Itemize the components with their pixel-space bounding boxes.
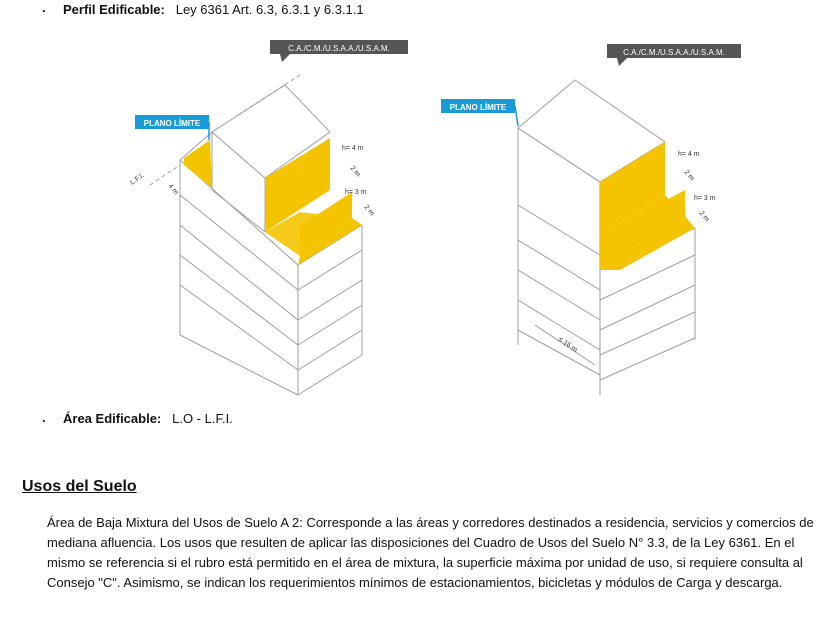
usos-paragraph: Área de Baja Mixtura del Usos de Suelo A 2: Corresponde a las áreas y corredores destinados a residencia, servicios y comercios de mediana afluencia. Los usos que resulten de aplicar las disposiciones del Cuadro de Usos del Suelo N° 3.3, de la Ley 6361. En el mismo se referencia si el rubro está permitido en el área de mixtura, la superficie máxima por unidad de uso, si requiere consulta al Consejo "C". Asimismo, se indican los requerimientos mínimos de estacionamientos, bicicletas y módulos de Carga y descarga. <box>47 515 814 590</box>
floor-line <box>298 355 362 395</box>
usage-tag-text: C.A./C.M./U.S.A.A./U.S.A.M. <box>288 44 390 53</box>
step-2m-label: 2 m <box>362 203 376 218</box>
step-2m-label: 2 m <box>348 164 362 179</box>
height-3m-label: h= 3 m <box>345 189 367 196</box>
step-2m-label: 2 m <box>682 168 696 183</box>
box-edge <box>518 128 600 182</box>
box-edge <box>212 190 265 232</box>
dashed-lfi-line <box>150 165 180 185</box>
floor-line <box>298 330 362 370</box>
floor-line <box>600 285 695 330</box>
section-heading: Usos del Suelo <box>22 478 137 495</box>
height-4m-label: h= 4 m <box>342 145 364 152</box>
yellow-setback-face <box>184 140 212 188</box>
height-3m-label: h= 3 m <box>694 195 716 202</box>
bullet: . <box>42 0 46 15</box>
height-4m-label: h= 4 m <box>678 151 700 158</box>
step-2m-label: 2 m <box>697 209 711 224</box>
plano-limite-text: PLANO LÍMITE <box>143 119 201 128</box>
area-label: Área Edificable: <box>63 411 162 426</box>
floor-line <box>298 280 362 320</box>
floor-line <box>600 338 695 380</box>
floor-line <box>600 312 695 355</box>
floor-line <box>518 270 600 320</box>
floor-line <box>180 335 298 395</box>
usage-tag-left <box>270 40 408 62</box>
floor-line <box>518 330 600 375</box>
floor-line <box>298 305 362 345</box>
bullet: . <box>42 410 46 425</box>
area-value: L.O - L.F.I. <box>172 411 233 426</box>
plano-limite-text: PLANO LÍMITE <box>449 103 507 112</box>
perfil-label: Perfil Edificable: <box>63 2 165 17</box>
usage-tag-right <box>607 44 741 66</box>
perfil-value: Ley 6361 Art. 6.3, 6.3.1 y 6.3.1.1 <box>175 2 364 17</box>
floor-line <box>180 255 298 345</box>
plano-limite-label-left <box>135 115 209 140</box>
area-edificable-line <box>63 411 233 426</box>
plano-limite-label-right <box>441 99 518 126</box>
depth-16m-label: ≤ 16 m <box>556 335 579 354</box>
lfi-label: L.F.I. <box>129 172 146 187</box>
setback-4m-label: 4 m <box>166 182 180 197</box>
usage-tag-text: C.A./C.M./U.S.A.A./U.S.A.M. <box>623 48 725 57</box>
floor-line <box>180 285 298 370</box>
